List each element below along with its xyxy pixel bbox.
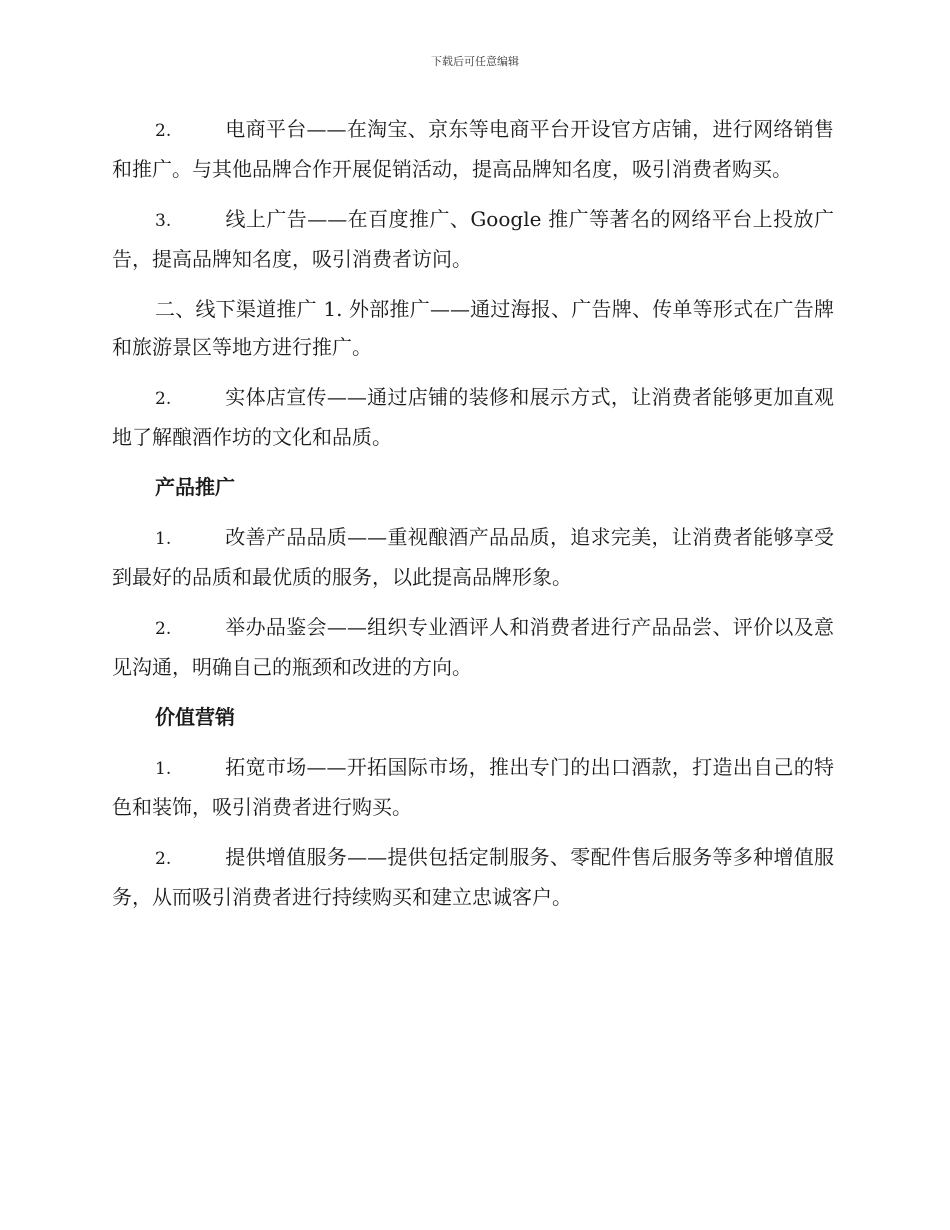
list-item [112, 518, 834, 596]
item-number: 1. [155, 529, 172, 549]
document-body [112, 110, 834, 928]
item-text: 改善产品品质——重视酿酒产品品质，追求完美，让消费者能够享受到最好的品质和最优质的服务，以此提高品牌形象。 [112, 525, 834, 589]
item-text: 拓宽市场——开拓国际市场，推出专门的出口酒款，打造出自己的特色和装饰，吸引消费者进行购买。 [112, 755, 834, 819]
list-item [112, 748, 834, 826]
item-number: 2. [155, 121, 172, 141]
page-header: 下载后可任意编辑 [431, 55, 519, 68]
list-item [112, 378, 834, 456]
list-item [112, 608, 834, 686]
item-number: 2. [155, 849, 172, 869]
paragraph: 二、线下渠道推广 1. 外部推广——通过海报、广告牌、传单等形式在广告牌和旅游景区等地方进行推广。 [112, 297, 834, 359]
item-text: 实体店宣传——通过店铺的装修和展示方式，让消费者能够更加直观地了解酿酒作坊的文化和品质。 [112, 385, 834, 449]
list-item [112, 110, 834, 188]
item-text: 举办品鉴会——组织专业酒评人和消费者进行产品品尝、评价以及意见沟通，明确自己的瓶颈和改进的方向。 [112, 615, 834, 679]
list-item [112, 838, 834, 916]
item-number: 3. [155, 211, 172, 231]
list-item [112, 200, 834, 278]
item-number: 1. [155, 759, 172, 779]
section-heading: 产品推广 [155, 475, 235, 499]
item-text: 提供增值服务——提供包括定制服务、零配件售后服务等多种增值服务，从而吸引消费者进行持续购买和建立忠诚客户。 [112, 845, 834, 909]
item-text: 电商平台——在淘宝、京东等电商平台开设官方店铺，进行网络销售和推广。与其他品牌合作开展促销活动，提高品牌知名度，吸引消费者购买。 [112, 117, 834, 181]
item-text: 线上广告——在百度推广、Google 推广等著名的网络平台上投放广告，提高品牌知名度，吸引消费者访问。 [112, 207, 834, 271]
section-heading: 价值营销 [155, 705, 235, 729]
item-number: 2. [155, 389, 172, 409]
item-number: 2. [155, 619, 172, 639]
